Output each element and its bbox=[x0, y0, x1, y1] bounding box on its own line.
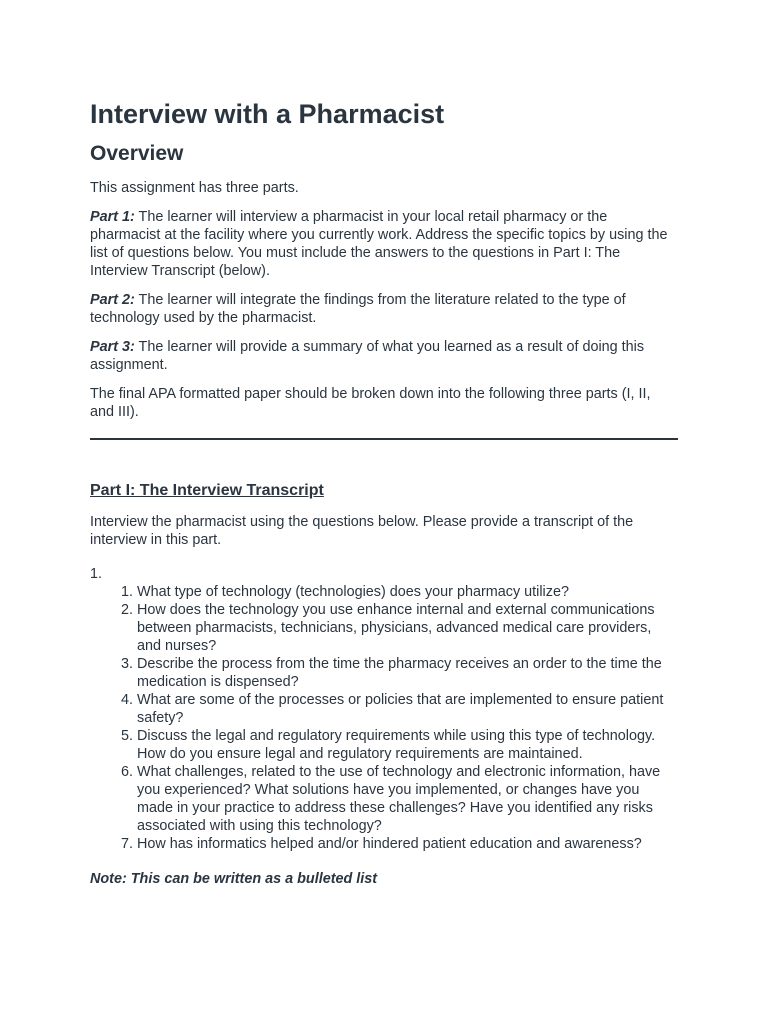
section-heading-part-1: Part I: The Interview Transcript bbox=[90, 482, 324, 499]
bulleted-list-note: Note: This can be written as a bulleted list bbox=[90, 871, 378, 887]
list-item: 5. Discuss the legal and regulatory requirements while using this type of technology. How do you ensure legal and regulatory requirements are maintained. bbox=[137, 727, 678, 763]
list-item: 7. How has informatics helped and/or hindered patient education and awareness? bbox=[137, 835, 678, 853]
question-list bbox=[90, 583, 678, 853]
part-3-paragraph bbox=[90, 338, 678, 374]
part-1-text: The learner will interview a pharmacist in your local retail pharmacy or the pharmacist at the facility where you currently work. Address the specific topics by using the list of questions below. You must include the answers to the questions in Part I: The Interview Transcript (below). bbox=[90, 209, 668, 279]
part-2-label: Part 2: bbox=[90, 292, 135, 308]
list-item: 3. Describe the process from the time the pharmacy receives an order to the time the medication is dispensed? bbox=[137, 655, 678, 691]
outer-list bbox=[90, 565, 678, 853]
final-note-paragraph: The final APA formatted paper should be broken down into the following three parts (I, II, and III). bbox=[90, 386, 651, 420]
part-3-label: Part 3: bbox=[90, 339, 135, 355]
list-item: 4. What are some of the processes or policies that are implemented to ensure patient safety? bbox=[137, 691, 678, 727]
part-1-paragraph bbox=[90, 208, 678, 280]
section-instructions: Interview the pharmacist using the questions below. Please provide a transcript of the interview in this part. bbox=[90, 514, 634, 548]
list-item: 1. What type of technology (technologies) does your pharmacy utilize? bbox=[137, 583, 678, 601]
list-item: 2. How does the technology you use enhance internal and external communications between pharmacists, technicians, physicians, advanced medical care providers, and nurses? bbox=[137, 601, 678, 655]
page-title: Interview with a Pharmacist bbox=[90, 99, 445, 129]
outer-list-marker: 1. bbox=[90, 566, 103, 582]
part-2-paragraph bbox=[90, 291, 678, 327]
list-item: 6. What challenges, related to the use of technology and electronic information, have you experienced? What solutions have you implemented, or changes have you made in your practice to address these challenges? Have you identified any risks associated with using this technology? bbox=[137, 763, 678, 835]
overview-heading: Overview bbox=[90, 142, 184, 165]
part-2-text: The learner will integrate the findings from the literature related to the type of technology used by the pharmacist. bbox=[90, 292, 626, 326]
intro-paragraph: This assignment has three parts. bbox=[90, 180, 299, 196]
section-divider bbox=[90, 438, 678, 440]
part-3-text: The learner will provide a summary of what you learned as a result of doing this assignment. bbox=[90, 339, 645, 373]
part-1-label: Part 1: bbox=[90, 209, 135, 225]
